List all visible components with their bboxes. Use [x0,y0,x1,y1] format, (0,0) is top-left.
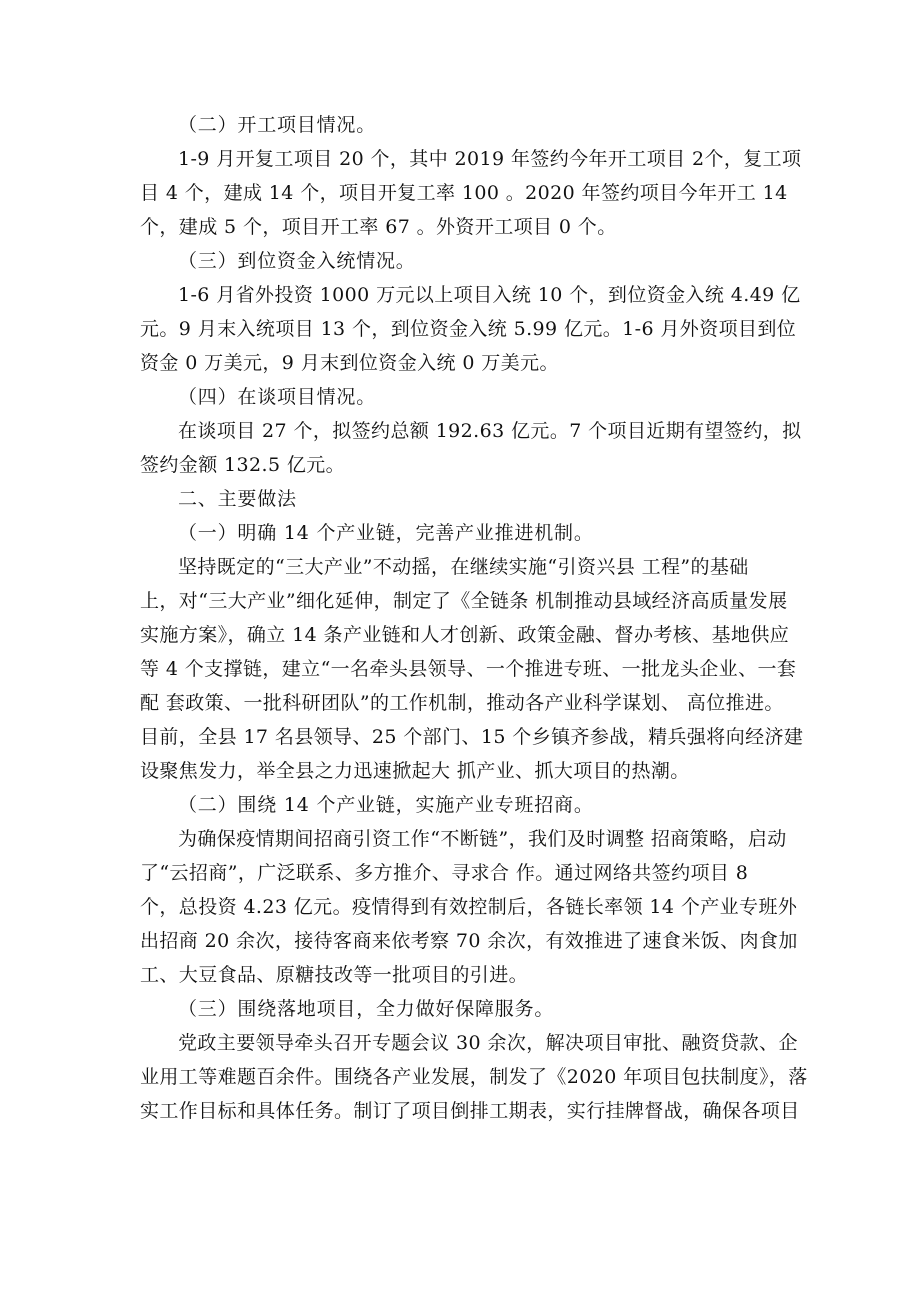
paragraph-line: 个，总投资 4.23 亿元。疫情得到有效控制后，各链长率领 14 个产业专班外 [140,896,798,918]
paragraph-line: 设聚焦发力，举全县之力迅速掀起大 抓产业、抓大项目的热潮。 [140,760,690,782]
paragraph-line: 资金 0 万美元，9 月末到位资金入统 0 万美元。 [140,352,559,374]
paragraph-line: 个，建成 5 个，项目开工率 67 。外资开工项目 0 个。 [140,216,617,238]
paragraph-line: 工、大豆食品、原糖技改等一批项目的引进。 [140,964,529,986]
paragraph-line: 了“云招商”，广泛联系、多方推介、寻求合 作。通过网络共签约项目 8 [140,862,749,884]
paragraph-line: 出招商 20 余次，接待客商来依考察 70 余次，有效推进了速食米饭、肉食加 [140,930,798,952]
paragraph-line: 签约金额 132.5 亿元。 [140,454,346,476]
section-heading-projects-started: （二）开工项目情况。 [178,114,377,136]
paragraph-line: 坚持既定的“三大产业”不动摇，在继续实施“引资兴县 工程”的基础 [178,556,749,578]
section-heading-projects-in-negotiation: （四）在谈项目情况。 [178,386,377,408]
section-heading-main-practices: 二、主要做法 [178,488,297,510]
paragraph-line: 1-9 月开复工项目 20 个，其中 2019 年签约今年开工项目 2个，复工项 [178,148,802,170]
subsection-heading-investment-teams: （二）围绕 14 个产业链，实施产业专班招商。 [178,794,594,816]
paragraph-line: 业用工等难题百余件。围绕各产业发展，制发了《2020 年项目包扶制度》，落 [140,1066,808,1088]
paragraph-line: 目前，全县 17 名县领导、25 个部门、15 个乡镇齐参战，精兵强将向经济建 [140,726,804,748]
paragraph-line: 配 套政策、一批科研团队”的工作机制，推动各产业科学谋划、 高位推进。 [140,692,784,714]
paragraph-line: 实工作目标和具体任务。制订了项目倒排工期表，实行挂牌督战，确保各项目 [140,1100,800,1122]
paragraph-line: 党政主要领导牵头召开专题会议 30 余次，解决项目审批、融资贷款、企 [178,1032,798,1054]
paragraph-line: 在谈项目 27 个，拟签约总额 192.63 亿元。7 个项目近期有望签约，拟 [178,420,802,442]
section-heading-funds-in-place: （三）到位资金入统情况。 [178,250,416,272]
paragraph-line: 实施方案》，确立 14 条产业链和人才创新、政策金融、督办考核、基地供应 [140,624,790,646]
paragraph-line: 1-6 月省外投资 1000 万元以上项目入统 10 个，到位资金入统 4.49 亿 [178,284,801,306]
subsection-heading-project-services: （三）围绕落地项目，全力做好保障服务。 [178,998,555,1020]
paragraph-line: 等 4 个支撑链，建立“一名牵头县领导、一个推进专班、一批龙头企业、一套 [140,658,797,680]
document-body [140,108,808,1128]
paragraph-line: 目 4 个，建成 14 个，项目开复工率 100 。2020 年签约项目今年开工 14 [140,182,788,204]
subsection-heading-industry-chains: （一）明确 14 个产业链，完善产业推进机制。 [178,522,594,544]
paragraph-line: 为确保疫情期间招商引资工作“不断链”，我们及时调整 招商策略，启动 [178,828,787,850]
paragraph-line: 元。9 月末入统项目 13 个，到位资金入统 5.99 亿元。1-6 月外资项目到位 [140,318,797,340]
paragraph-line: 上，对“三大产业”细化延伸，制定了《全链条 机制推动县域经济高质量发展 [140,590,788,612]
